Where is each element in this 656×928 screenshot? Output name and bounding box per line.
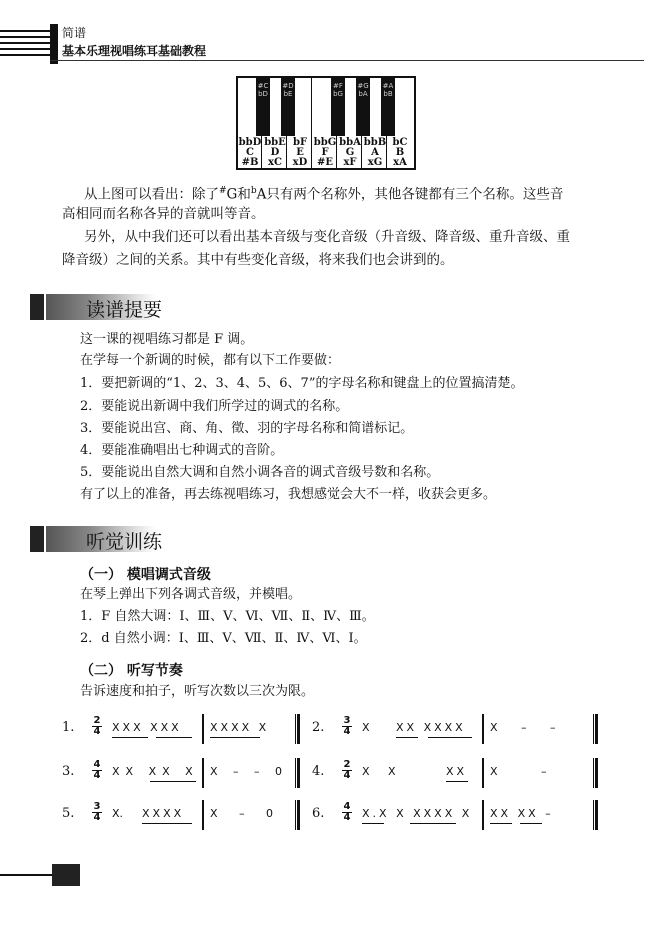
rhythm-notes: X.X X XXXX X (362, 807, 473, 820)
rhythm-notes: XXXX X (210, 721, 270, 734)
barline (202, 714, 204, 744)
black-key: #D bE (281, 78, 295, 136)
section1-list-item: 2．要能说出新调中我们所学过的调式的名称。 (80, 399, 349, 414)
rhythm-notes: X (362, 765, 370, 778)
barline (202, 758, 204, 788)
rhythm-notes: X (388, 765, 396, 778)
end-barline (295, 800, 300, 830)
end-barline (295, 714, 300, 744)
end-barline (593, 714, 598, 744)
white-key: bbD C #B (238, 78, 262, 168)
exercise-number: 3. (62, 764, 75, 779)
header-block (50, 24, 58, 64)
white-key: bC B xA (392, 137, 408, 168)
intro-paragraph-2: 另外，从中我们还可以看出基本音级与变化音级（升音级、降音级、重升音级、重 (84, 229, 570, 245)
rhythm-notes: XX (446, 765, 468, 778)
rhythm-notes: XXX XXX (112, 721, 182, 734)
rhythm-notes: X – 0 (210, 807, 274, 820)
black-key: #G bA (356, 78, 370, 136)
subsection-title: （二） 听写节奏 (80, 663, 183, 679)
white-key: bbA G xF (338, 78, 362, 168)
rhythm-notes: X. (112, 807, 124, 820)
section1-list-item: 1．要把新调的“1、2、3、4、5、6、7”的字母名称和键盘上的位置搞清楚。 (80, 376, 524, 391)
subsection-line: 告诉速度和拍子，听写次数以三次为限。 (80, 684, 315, 699)
black-key: #F bG (331, 78, 345, 136)
section1-list-item: 4．要能准确唱出七种调式的音阶。 (80, 443, 284, 458)
rhythm-notes: XX XX – (490, 807, 554, 820)
intro-paragraph-1b: 高相同而名称各异的音就叫等音。 (62, 206, 265, 222)
section-heading-reading: 读谱提要 (30, 294, 230, 320)
rhythm-notes: X – – 0 (210, 765, 283, 778)
subsection-line: 1．F 自然大调：Ⅰ、Ⅲ、Ⅴ、Ⅵ、Ⅶ、Ⅱ、Ⅳ、Ⅲ。 (80, 609, 375, 624)
time-signature: $\frac{2}{4}$ (93, 715, 101, 737)
rhythm-notes: XX XX X (112, 765, 199, 778)
time-signature: $\frac{4}{4}$ (343, 801, 351, 823)
header-category: 简谱 (62, 26, 87, 40)
time-signature: $\frac{3}{4}$ (343, 715, 351, 737)
white-key: bbB A xG (363, 78, 387, 168)
rhythm-notes: XXXX (142, 807, 185, 820)
rhythm-notes: X – – (490, 721, 556, 734)
white-key: bbG F #E (313, 78, 337, 168)
subsection-title: （一） 模唱调式音级 (80, 567, 211, 583)
end-barline (593, 758, 598, 788)
time-signature: $\frac{3}{4}$ (93, 801, 101, 823)
black-key: #A bB (381, 78, 395, 136)
barline (482, 714, 484, 744)
rhythm-notes: XX XXXX (396, 721, 466, 734)
subsection-line: 在琴上弹出下列各调式音级，并模唱。 (80, 587, 302, 602)
black-key: #C bD (256, 78, 270, 136)
rhythm-notes: X – (490, 765, 547, 778)
barline (202, 800, 204, 830)
exercise-number: 4. (312, 764, 325, 779)
rhythm-notes: X (362, 721, 370, 734)
intro-paragraph-2b: 降音级）之间的关系。其中有些变化音级，将来我们也会讲到的。 (62, 252, 454, 268)
section-heading-ear-training: 听觉训练 (30, 526, 230, 552)
intro-paragraph-1: 从上图可以看出：除了#G和$^b$A只有两个名称外，其他各键都有三个名称。这些音 (84, 186, 564, 203)
white-key: bF E xD (288, 78, 312, 168)
white-key: bbE D xC (263, 78, 287, 168)
time-signature: $\frac{2}{4}$ (343, 759, 351, 781)
section1-list-item: 5．要能说出自然大调和自然小调各音的调式音级号数和名称。 (80, 465, 440, 480)
exercise-number: 5. (62, 806, 75, 821)
exercise-number: 1. (62, 720, 75, 735)
section1-line: 在学每一个新调的时候，都有以下工作要做： (80, 353, 341, 368)
time-signature: $\frac{4}{4}$ (93, 759, 101, 781)
section1-line: 这一课的视唱练习都是 F 调。 (80, 332, 254, 347)
header-rule (50, 60, 644, 61)
footer-page-block (52, 864, 80, 886)
end-barline (295, 758, 300, 788)
piano-keyboard-diagram (236, 76, 416, 170)
exercise-number: 6. (312, 806, 325, 821)
section1-list-item: 3．要能说出宫、商、角、徵、羽的字母名称和简谱标记。 (80, 421, 414, 436)
barline (482, 758, 484, 788)
section1-line: 有了以上的准备，再去练视唱练习，我想感觉会大不一样，收获会更多。 (80, 487, 497, 502)
barline (482, 800, 484, 830)
end-barline (593, 800, 598, 830)
header-book-title: 基本乐理视唱练耳基础教程 (62, 44, 207, 58)
exercise-number: 2. (312, 720, 325, 735)
subsection-line: 2．d 自然小调：Ⅰ、Ⅲ、Ⅴ、Ⅶ、Ⅱ、Ⅳ、Ⅵ、Ⅰ。 (80, 631, 367, 646)
